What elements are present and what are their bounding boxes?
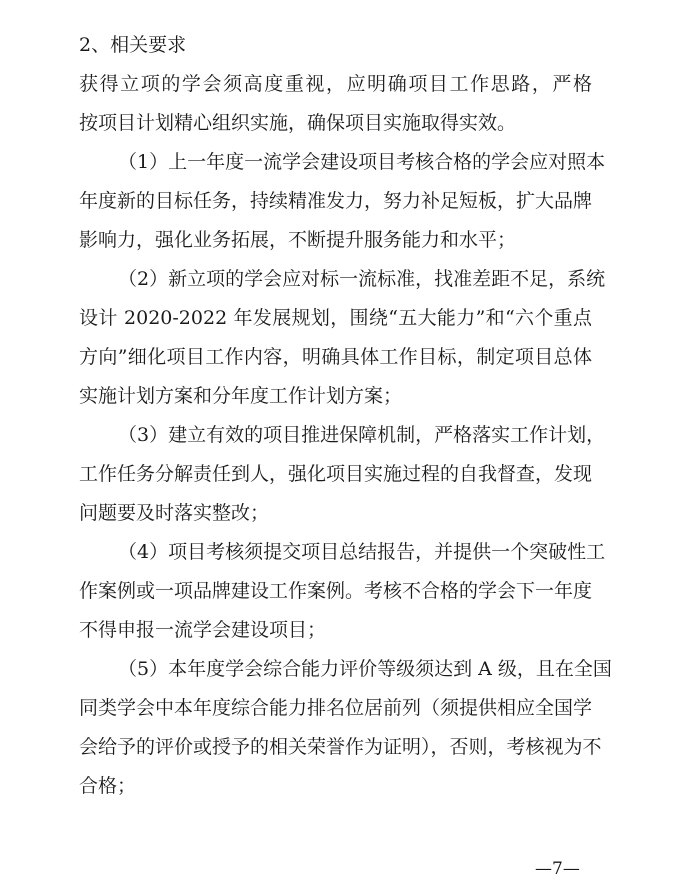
section-heading: 2、相关要求 [79, 34, 187, 56]
paragraph-3-line-3: 方向”细化项目工作内容，明确具体工作目标，制定项目总体 [79, 346, 592, 368]
paragraph-1-line-1: 获得立项的学会须高度重视，应明确项目工作思路，严格 [79, 73, 592, 95]
paragraph-5-line-3: 不得申报一流学会建设项目； [79, 619, 327, 641]
paragraph-3-line-4: 实施计划方案和分年度工作计划方案； [79, 385, 403, 407]
paragraph-6-line-2: 同类学会中本年度综合能力排名位居前列（须提供相应全国学 [79, 697, 593, 719]
paragraph-4-line-1: （3）建立有效的项目推进保障机制，严格落实工作计划， [118, 424, 606, 446]
paragraph-6-line-4: 合格； [79, 775, 137, 797]
paragraph-5-line-1: （4）项目考核须提交项目总结报告，并提供一个突破性工 [118, 541, 606, 563]
paragraph-4-line-3: 问题要及时落实整改； [79, 502, 270, 524]
paragraph-2-line-3: 影响力，强化业务拓展，不断提升服务能力和水平； [79, 229, 517, 251]
paragraph-3-line-1: （2）新立项的学会应对标一流标准，找准差距不足，系统 [118, 268, 606, 290]
paragraph-4-line-2: 工作任务分解责任到人，强化项目实施过程的自我督查，发现 [79, 463, 593, 485]
paragraph-3-line-2: 设计 2020-2022 年发展规划，围绕“五大能力”和“六个重点 [79, 307, 592, 329]
page-number: —7— [535, 859, 580, 879]
paragraph-1-line-2: 按项目计划精心组织实施，确保项目实施取得实效。 [79, 112, 517, 134]
paragraph-5-line-2: 作案例或一项品牌建设工作案例。考核不合格的学会下一年度 [79, 580, 593, 602]
paragraph-2-line-2: 年度新的目标任务，持续精准发力，努力补足短板，扩大品牌 [79, 190, 593, 212]
paragraph-6-line-1: （5）本年度学会综合能力评价等级须达到 A 级，且在全国 [118, 658, 612, 680]
paragraph-6-line-3: 会给予的评价或授予的相关荣誉作为证明），否则，考核视为不 [79, 736, 602, 758]
paragraph-2-line-1: （1）上一年度一流学会建设项目考核合格的学会应对照本 [118, 151, 606, 173]
